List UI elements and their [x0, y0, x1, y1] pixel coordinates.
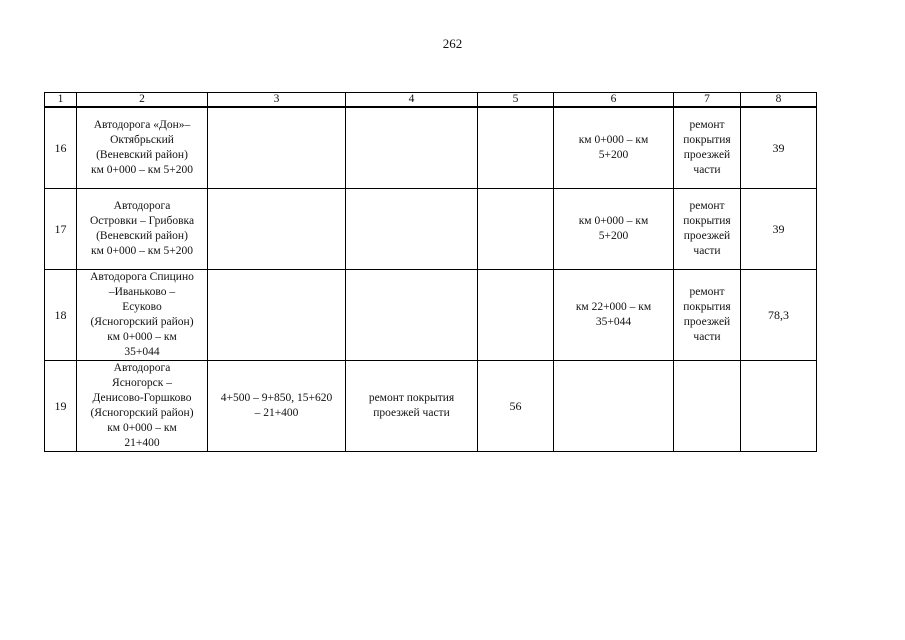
- header-col-1: 1: [45, 93, 77, 108]
- work-type-cell-2: ремонт покрытия проезжей части: [674, 270, 741, 361]
- length-cell: [478, 270, 554, 361]
- column-number-header-row: [45, 93, 817, 108]
- sections-cell-2: км 22+000 – км 35+044: [554, 270, 674, 361]
- work-type-cell-2: [674, 361, 741, 452]
- length-cell-2: [741, 361, 817, 452]
- road-repair-table: [44, 92, 817, 452]
- length-cell: [478, 189, 554, 270]
- road-name-cell: Автодорога Островки – Грибовка (Веневский район) км 0+000 – км 5+200: [77, 189, 208, 270]
- road-name-cell: Автодорога Спицино –Иваньково – Есуково (Ясногорский район) км 0+000 – км 35+044: [77, 270, 208, 361]
- work-type-cell: ремонт покрытия проезжей части: [346, 361, 478, 452]
- sections-cell: [208, 189, 346, 270]
- sections-cell: [208, 107, 346, 189]
- table-row: [45, 361, 817, 452]
- sections-cell: [208, 270, 346, 361]
- row-number: 17: [45, 189, 77, 270]
- header-col-8: 8: [741, 93, 817, 108]
- sections-cell-2: км 0+000 – км 5+200: [554, 107, 674, 189]
- header-col-3: 3: [208, 93, 346, 108]
- header-col-6: 6: [554, 93, 674, 108]
- row-number: 19: [45, 361, 77, 452]
- table-row: [45, 270, 817, 361]
- length-cell-2: 39: [741, 189, 817, 270]
- header-col-2: 2: [77, 93, 208, 108]
- header-col-4: 4: [346, 93, 478, 108]
- work-type-cell: [346, 270, 478, 361]
- work-type-cell: [346, 107, 478, 189]
- sections-cell: 4+500 – 9+850, 15+620 – 21+400: [208, 361, 346, 452]
- header-col-5: 5: [478, 93, 554, 108]
- sections-cell-2: [554, 361, 674, 452]
- length-cell-2: 78,3: [741, 270, 817, 361]
- work-type-cell-2: ремонт покрытия проезжей части: [674, 107, 741, 189]
- header-col-7: 7: [674, 93, 741, 108]
- length-cell-2: 39: [741, 107, 817, 189]
- length-cell: 56: [478, 361, 554, 452]
- length-cell: [478, 107, 554, 189]
- sections-cell-2: км 0+000 – км 5+200: [554, 189, 674, 270]
- page-number: 262: [442, 36, 463, 51]
- table-row: [45, 107, 817, 189]
- table-row: [45, 189, 817, 270]
- work-type-cell-2: ремонт покрытия проезжей части: [674, 189, 741, 270]
- road-name-cell: Автодорога «Дон»– Октябрьский (Веневский район) км 0+000 – км 5+200: [77, 107, 208, 189]
- row-number: 18: [45, 270, 77, 361]
- road-name-cell: Автодорога Ясногорск – Денисово-Горшково (Ясногорский район) км 0+000 – км 21+400: [77, 361, 208, 452]
- work-type-cell: [346, 189, 478, 270]
- row-number: 16: [45, 107, 77, 189]
